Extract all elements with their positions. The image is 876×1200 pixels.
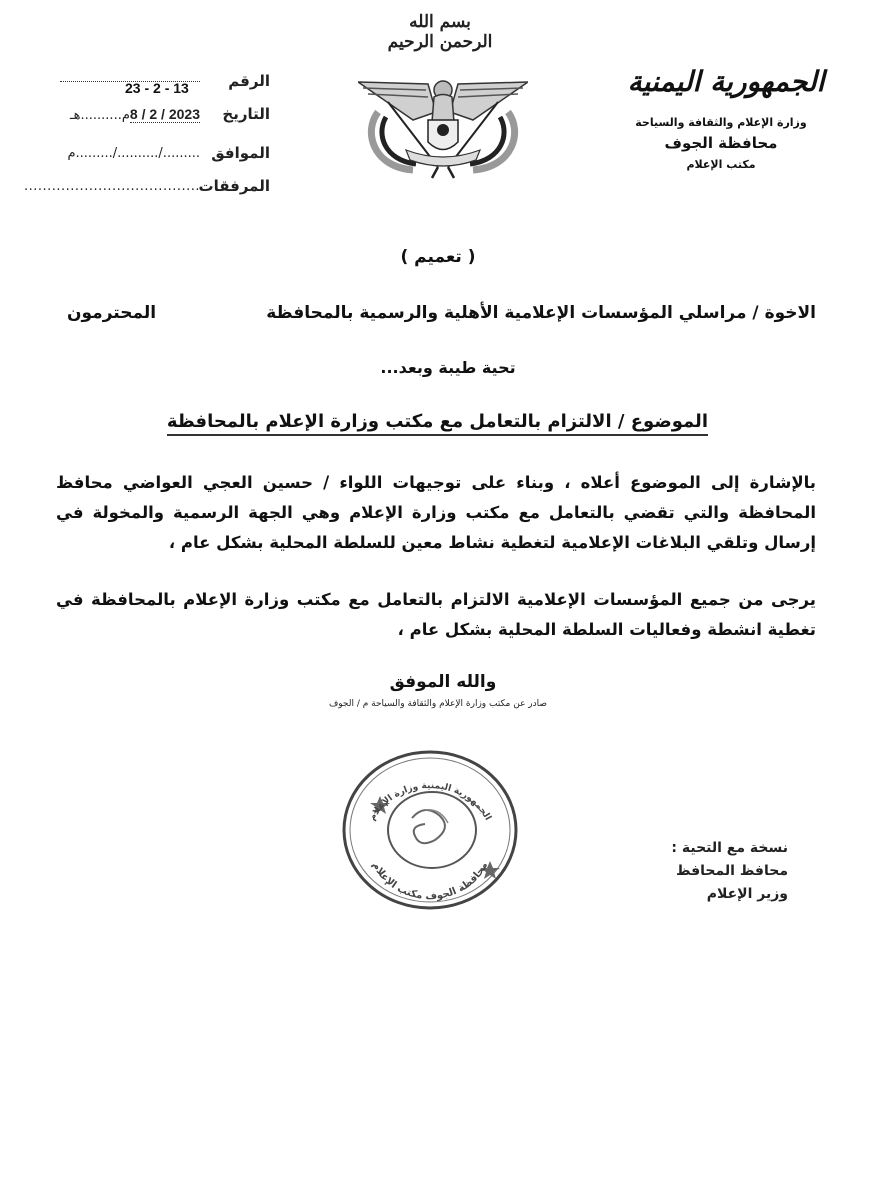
cc-heading: نسخة مع التحية : xyxy=(671,840,788,856)
ministry-name: وزارة الإعلام والثقافة والسياحة xyxy=(635,116,807,129)
greeting: تحية طيبة وبعد... xyxy=(380,358,516,377)
ref-number-value: 23 - 2 - 13 xyxy=(125,80,189,96)
official-stamp-icon xyxy=(340,748,520,913)
respected-label: المحترمون xyxy=(67,303,157,323)
attachments-row xyxy=(24,171,270,201)
issued-by: صادر عن مكتب وزارة الإعلام والثقافة والسياحة م / الجوف xyxy=(328,699,548,709)
corresponding-row xyxy=(67,138,270,168)
yemen-emblem-icon xyxy=(358,72,528,180)
paragraph-1: بالإشارة إلى الموضوع أعلاه ، وبناء على توجيهات اللواء / حسين العجي العواضي محافظ المحافظة والتي تقضي بالتعامل مع مكتب وزارة الإعلام وهي الجهة الرسمية والمخولة في إرسال وتلقي البلاغات الإعلامية لتغطية نشاط معين للسلطة المحلية بشكل عام ، xyxy=(56,473,816,552)
addressee: الاخوة / مراسلي المؤسسات الإعلامية الأهلية والرسمية بالمحافظة xyxy=(266,303,816,323)
closing: والله الموفق xyxy=(389,672,497,692)
cc-recipient: محافظ المحافظ xyxy=(676,863,788,879)
attachments-value: ...................................... xyxy=(23,178,200,194)
stamp-bottom-text: محافظة الجوف مكتب الإعلام xyxy=(369,860,491,903)
paragraph-2: يرجى من جميع المؤسسات الإعلامية الالتزام بالتعامل مع مكتب وزارة الإعلام بالمحافظة في تغطية انشطة وفعاليات السلطة المحلية بشكل عام ، xyxy=(56,590,816,639)
office-name: مكتب الإعلام xyxy=(686,158,756,171)
attachments-label: المرفقات xyxy=(198,177,270,195)
document-title: ( تعميم ) xyxy=(400,247,476,267)
governorate-name: محافظة الجوف xyxy=(664,134,778,152)
date-label: التاريخ xyxy=(222,105,270,123)
date-greg-suffix: م xyxy=(121,107,130,123)
ref-number-label: الرقم xyxy=(228,72,270,90)
subject-line: الموضوع / الالتزام بالتعامل مع مكتب وزارة الإعلام بالمحافظة xyxy=(167,411,708,436)
svg-text:محافظة الجوف مكتب الإعلام xyxy=(370,860,490,902)
date-value: 2023 / 2 / 8 xyxy=(129,105,200,122)
republic-name: الجمهورية اليمنية xyxy=(627,65,825,98)
date-hijri: ..........هـ xyxy=(69,107,122,123)
date-field xyxy=(70,106,200,123)
cc-recipient: وزير الإعلام xyxy=(706,886,788,902)
basmala: بسم الله الرحمن الرحيم xyxy=(387,12,493,52)
corresponding-value: ........./........../.........م xyxy=(67,145,200,161)
stamp-top-text: الجمهورية اليمنية وزارة الإعلام xyxy=(367,781,493,823)
cc-block xyxy=(671,837,788,906)
date-row xyxy=(70,99,270,129)
corresponding-label: الموافق xyxy=(211,144,270,162)
